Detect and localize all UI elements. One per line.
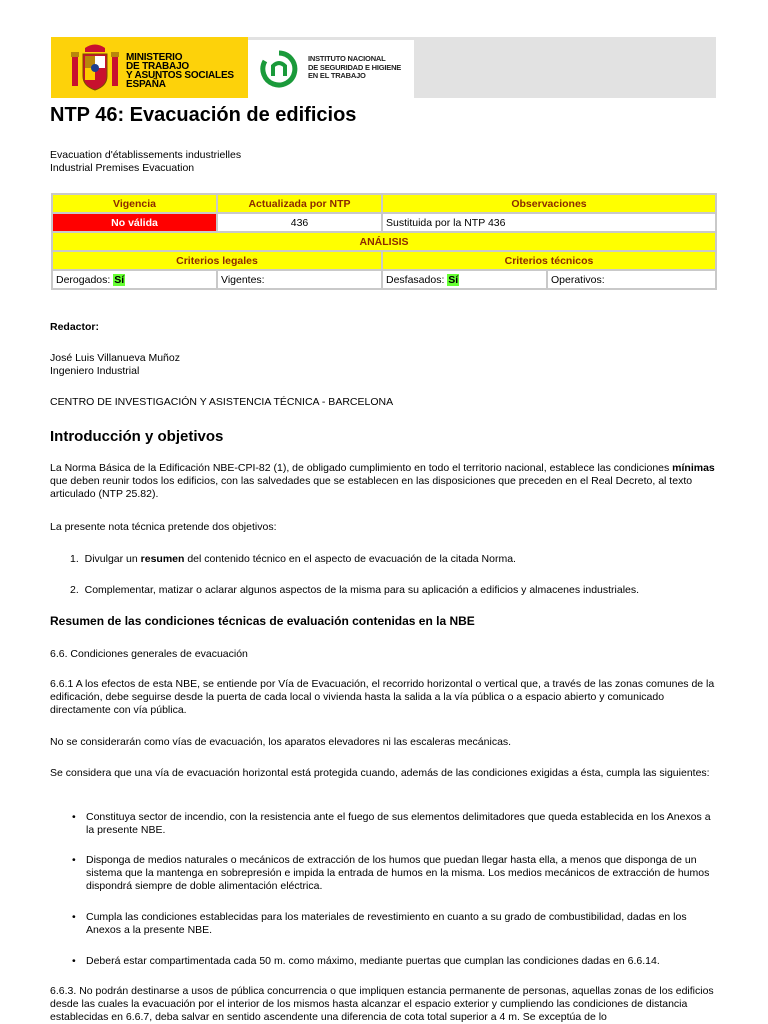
subtitle-french: Evacuation d'établissements industrielles bbox=[50, 149, 242, 161]
section-heading-intro: Introducción y objetivos bbox=[50, 428, 224, 445]
vigencia-status-badge: No válida bbox=[53, 214, 216, 231]
derogados-label: Derogados: bbox=[56, 273, 111, 286]
list-text: Complementar, matizar o aclarar algunos aspectos de la misma para su aplicación a edificios y almacenes industriales. bbox=[84, 584, 640, 596]
actualizada-value[interactable]: 436 bbox=[218, 214, 381, 231]
list-number: 2. bbox=[70, 584, 79, 596]
objectives-paragraph: La presente nota técnica pretende dos objetivos: bbox=[50, 521, 277, 533]
criterios-tecnicos-header: Criterios técnicos bbox=[383, 252, 715, 269]
list-number: 1. bbox=[70, 553, 79, 565]
ministry-line: Y ASUNTOS SOCIALES bbox=[126, 70, 234, 81]
paragraph-663: 6.6.3. No podrán destinarse a usos de pública concurrencia o que impliquen estancia permanente de personas, aquellas zonas de los edificios desde las cuales la evacuación por el interior de los mismos hasta alcanzar el espacio exterior y cumpliendo las condiciones de distancia establecidas en 6.6.7, deba salvar en sentido ascendente una diferencia de cota total superior a 4 m. Se exceptúa de lo bbox=[50, 985, 714, 1023]
paragraph-no-vias: No se considerarán como vías de evacuación, los aparatos elevadores ni las escaleras mecánicas. bbox=[50, 736, 512, 748]
alt-titles bbox=[50, 149, 241, 175]
vigentes-cell bbox=[218, 271, 381, 288]
paragraph-661: 6.6.1 A los efectos de esta NBE, se entiende por Vía de Evacuación, el recorrido horizontal o vertical que, a través de las zonas comunes de la edificación, debe seguirse desde la puerta de cada local o vivienda hasta la salida a la vía pública o a espacio abierto y comunicado directamente con vía pública. bbox=[50, 678, 715, 716]
subsection-title: 6.6. Condiciones generales de evacuación bbox=[50, 648, 248, 660]
bullet-icon: • bbox=[72, 955, 76, 967]
ministry-line: DE TRABAJO bbox=[126, 61, 190, 72]
list-text: Deberá estar compartimentada cada 50 m. como máximo, mediante puertas que cumplan las condiciones dadas en 6.6.14. bbox=[86, 955, 660, 967]
intro-text: que deben reunir todos los edificios, con las salvedades que se establecen en las disposiciones que preceden en el Real Decreto, al texto articulado (NTP 25.82). bbox=[50, 475, 693, 500]
analisis-header: ANÁLISIS bbox=[53, 233, 715, 250]
list-text: Divulgar un bbox=[84, 553, 141, 565]
bullet-icon: • bbox=[72, 911, 76, 923]
vigentes-label: Vigentes: bbox=[221, 273, 265, 286]
header-observaciones: Observaciones bbox=[383, 195, 715, 212]
desfasados-value: Sí bbox=[448, 273, 459, 286]
redactor-label: Redactor: bbox=[50, 321, 100, 333]
insht-logo-icon bbox=[260, 50, 298, 88]
redactor-center: CENTRO DE INVESTIGACIÓN Y ASISTENCIA TÉCNICA - BARCELONA bbox=[50, 396, 394, 408]
ministry-line: MINISTERIO bbox=[126, 52, 183, 63]
desfasados-label: Desfasados: bbox=[386, 273, 445, 286]
section-heading-resumen: Resumen de las condiciones técnicas de evaluación contenidas en la NBE bbox=[50, 614, 475, 628]
coat-of-arms-icon bbox=[69, 42, 121, 94]
list-text-bold: resumen bbox=[140, 553, 185, 565]
insht-name bbox=[308, 55, 401, 81]
header-vigencia: Vigencia bbox=[53, 195, 216, 212]
list-item bbox=[70, 553, 516, 566]
list-text: Constituya sector de incendio, con la resistencia ante el fuego de sus elementos delimitadores que queda establecida en los Anexos a la presente NBE. bbox=[86, 811, 711, 836]
bullet-icon: • bbox=[72, 811, 76, 823]
list-text: Disponga de medios naturales o mecánicos de extracción de los humos que puedan llegar hasta ella, a menos que disponga de un sistema que la mantenga en sobrepresión e impida la entrada de humos en la misma. Los medios mecánicos de extracción de humos dispondrá siempre de doble alimentación eléctrica. bbox=[86, 854, 710, 892]
redactor-name: José Luis Villanueva Muñoz bbox=[50, 352, 180, 364]
intro-text-bold: mínimas bbox=[672, 462, 715, 474]
list-text: del contenido técnico en el aspecto de evacuación de la citada Norma. bbox=[184, 553, 516, 565]
ministry-logo[interactable] bbox=[51, 37, 248, 98]
list-text: Cumpla las condiciones establecidas para los materiales de revestimiento en cuanto a su grado de combustibilidad, dadas en los Anexos a la presente NBE. bbox=[86, 911, 687, 936]
intro-paragraph bbox=[50, 462, 716, 501]
ministry-name bbox=[126, 53, 234, 89]
paragraph-protegida: Se considera que una vía de evacuación horizontal está protegida cuando, además de las condiciones exigidas a ésta, cumpla las siguientes: bbox=[50, 767, 710, 779]
status-table bbox=[51, 193, 717, 290]
operativos-cell bbox=[548, 271, 715, 288]
derogados-cell bbox=[53, 271, 216, 288]
derogados-value: Sí bbox=[114, 273, 125, 286]
subtitle-english: Industrial Premises Evacuation bbox=[50, 162, 195, 174]
header-actualizada: Actualizada por NTP bbox=[218, 195, 381, 212]
list-item bbox=[70, 584, 639, 597]
criterios-legales-header: Criterios legales bbox=[53, 252, 381, 269]
page-title: NTP 46: Evacuación de edificios bbox=[50, 104, 357, 126]
observaciones-value: Sustituida por la NTP 436 bbox=[383, 214, 715, 231]
operativos-label: Operativos: bbox=[551, 273, 605, 286]
intro-text: La Norma Básica de la Edificación NBE-CPI-82 (1), de obligado cumplimiento en todo el territorio nacional, establece las condiciones bbox=[50, 462, 673, 474]
bullet-icon: • bbox=[72, 854, 76, 866]
redactor-role: Ingeniero Industrial bbox=[50, 365, 140, 377]
insht-logo[interactable] bbox=[248, 40, 414, 98]
insht-line: INSTITUTO NACIONAL bbox=[308, 54, 386, 63]
insht-line: EN EL TRABAJO bbox=[308, 71, 366, 80]
insht-line: DE SEGURIDAD E HIGIENE bbox=[308, 62, 402, 72]
ministry-line: ESPAÑA bbox=[126, 79, 166, 90]
desfasados-cell bbox=[383, 271, 546, 288]
